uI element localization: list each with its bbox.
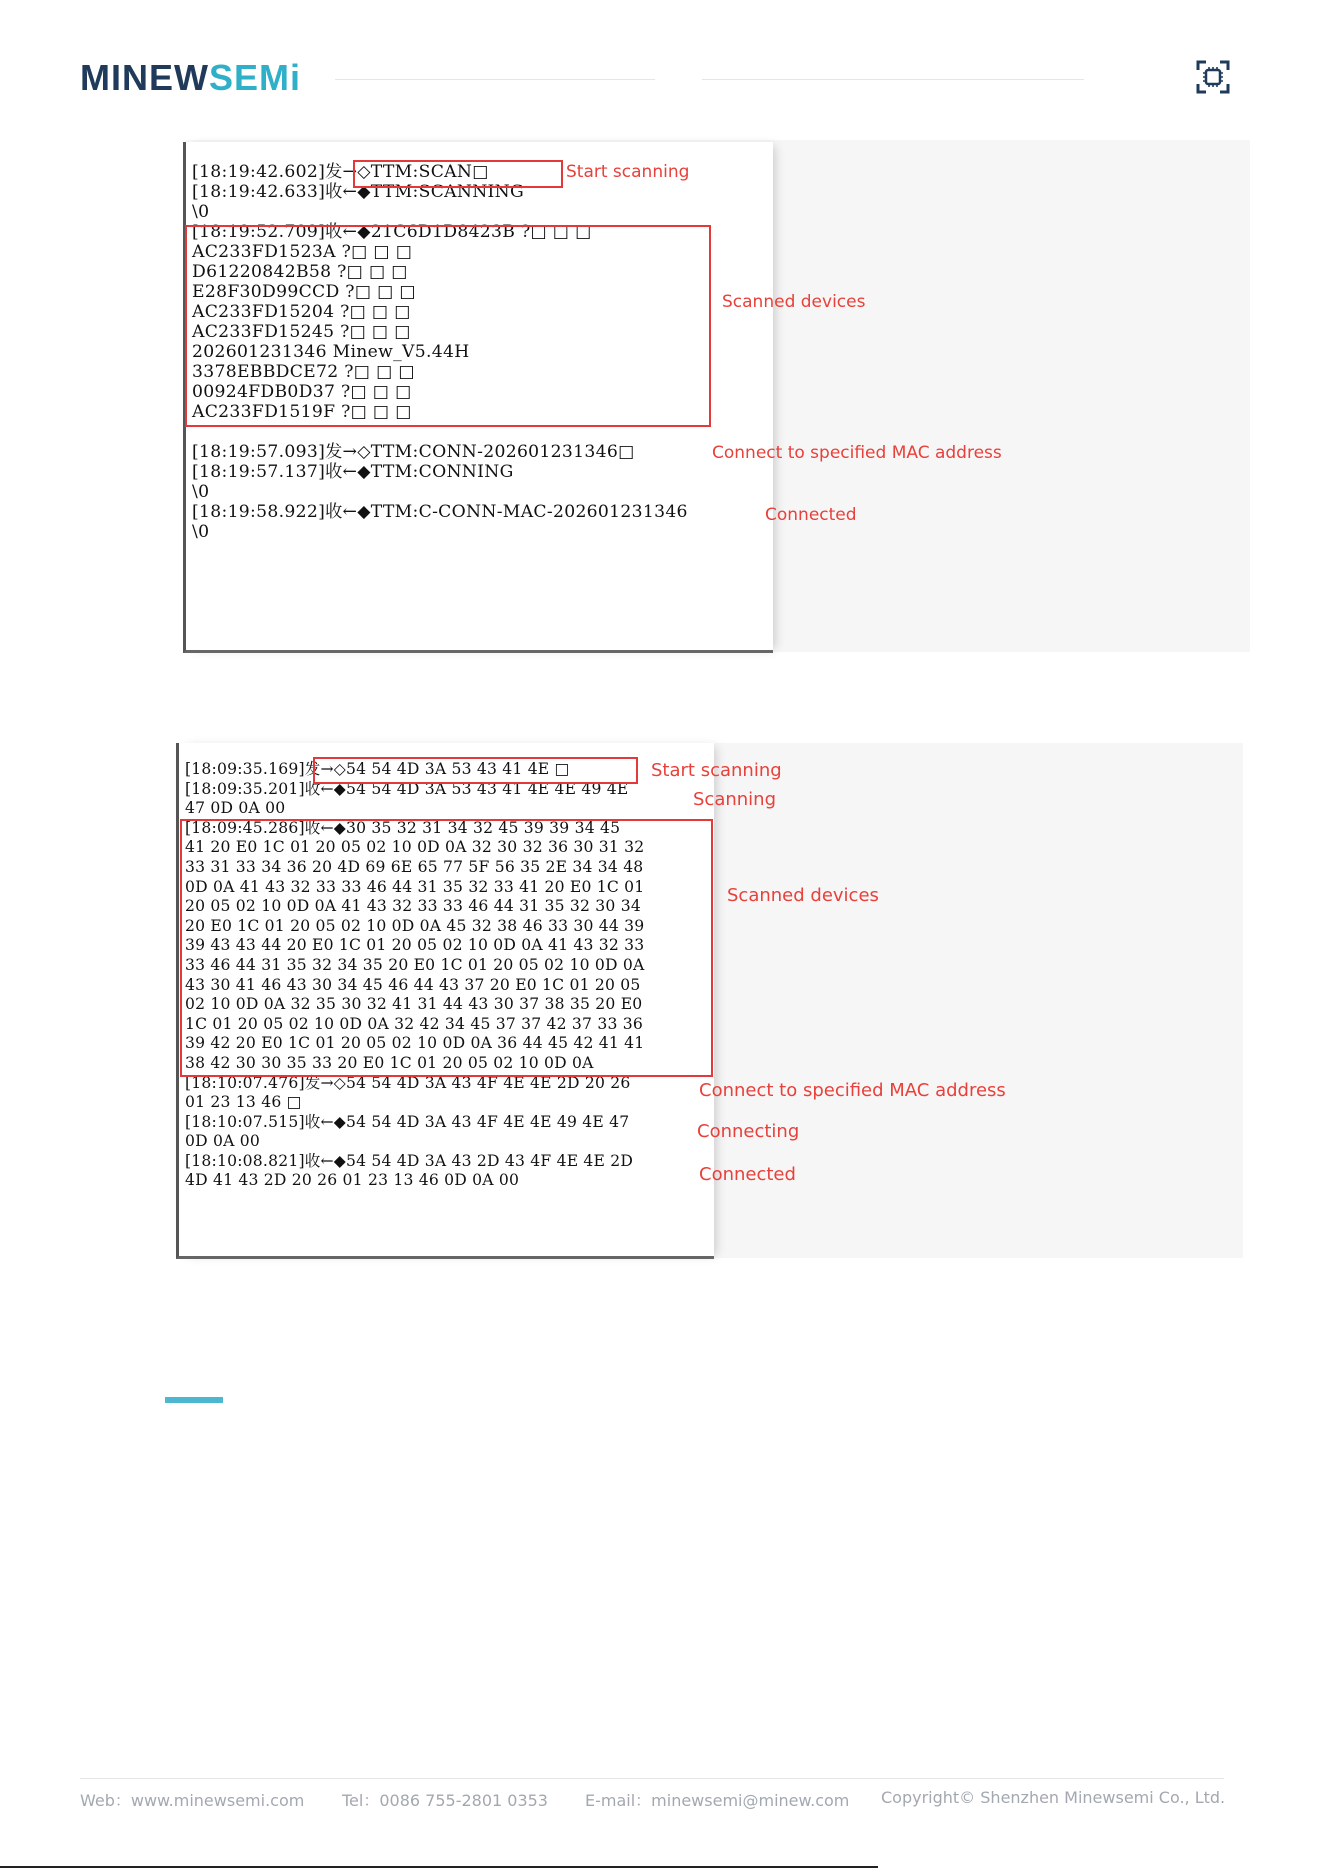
terminal-line: [18:19:57.093]发→◇TTM:CONN-202601231346□: [192, 442, 635, 462]
terminal-line: 4D 41 43 2D 20 26 01 23 13 46 0D 0A 00: [185, 1171, 520, 1190]
terminal-line: [18:19:52.709]收←◆21C6D1D8423B ?□ □ □: [192, 222, 592, 242]
terminal-line: AC233FD15204 ?□ □ □: [192, 302, 411, 322]
terminal-line: 3378EBBDCE72 ?□ □ □: [192, 362, 415, 382]
figure1-start-box: [353, 160, 563, 188]
terminal-line: [18:19:57.137]收←◆TTM:CONNING: [192, 462, 514, 482]
terminal-line: [18:10:07.515]收←◆54 54 4D 3A 43 4F 4E 4E 49 4E 47: [185, 1112, 630, 1131]
terminal-line: \0: [192, 482, 210, 502]
terminal-line: [18:10:07.476]发→◇54 54 4D 3A 43 4F 4E 4E 2D 20 26: [185, 1073, 631, 1092]
terminal-line: D61220842B58 ?□ □ □: [192, 262, 408, 282]
terminal-line: \0: [192, 522, 210, 542]
terminal-line: 33 31 33 34 36 20 4D 69 6E 65 77 5F 56 35 2E 34 34 48: [185, 857, 644, 876]
terminal-line: [18:19:58.922]收←◆TTM:C-CONN-MAC-202601231346: [192, 502, 688, 522]
figure2-annotation-start: Start scanning: [651, 760, 782, 781]
terminal-line: AC233FD1523A ?□ □ □: [192, 242, 413, 262]
terminal-line: AC233FD15245 ?□ □ □: [192, 322, 411, 342]
chip-frame-icon: [1196, 60, 1230, 94]
figure2-devices-box: [180, 819, 713, 1077]
terminal-line: E28F30D99CCD ?□ □ □: [192, 282, 416, 302]
figure1-annotation-connect: Connect to specified MAC address: [712, 443, 1002, 463]
terminal-line: 39 43 43 44 20 E0 1C 01 20 05 02 10 0D 0A 41 43 32 33: [185, 936, 645, 955]
terminal-line: [18:19:42.602]发→◇TTM:SCAN□: [192, 162, 489, 182]
terminal-line: 1C 01 20 05 02 10 0D 0A 32 42 34 45 37 37 42 37 33 36: [185, 1014, 643, 1033]
figure2-start-box: [313, 757, 638, 784]
section-accent-bar: [165, 1397, 223, 1403]
figure2-annotation-scanning: Scanning: [693, 789, 777, 810]
figure1-devices-box: [185, 225, 711, 427]
footer-tel: Tel：0086 755-2801 0353: [342, 1791, 548, 1810]
terminal-line: 202601231346 Minew_V5.44H: [192, 342, 470, 362]
terminal-line: 01 23 13 46 □: [185, 1093, 302, 1112]
company-logo: MINEWSEMi: [80, 57, 301, 98]
figure2-annotation-scanned: Scanned devices: [727, 885, 879, 906]
terminal-line: 41 20 E0 1C 01 20 05 02 10 0D 0A 32 30 32 36 30 31 32: [185, 838, 645, 857]
header-divider-left: [335, 79, 655, 80]
figure2-annotation-connect: Connect to specified MAC address: [699, 1080, 1006, 1101]
terminal-line: [18:09:45.286]收←◆30 35 32 31 34 32 45 39 39 34 45: [185, 818, 621, 837]
footer-copyright: Copyright© Shenzhen Minewsemi Co., Ltd.: [881, 1788, 1226, 1807]
terminal-line: [18:19:42.633]收←◆TTM:SCANNING: [192, 182, 524, 202]
footer-web: Web：www.minewsemi.com: [80, 1791, 305, 1810]
terminal-line: 43 30 41 46 43 30 34 45 46 44 43 37 20 E0 1C 01 20 05: [185, 975, 641, 994]
terminal-line: [18:09:35.169]发→◇54 54 4D 3A 53 43 41 4E □: [185, 760, 570, 778]
terminal-line: 02 10 0D 0A 32 35 30 32 41 31 44 43 30 37 38 35 20 E0: [185, 995, 643, 1014]
terminal-line: 00924FDB0D37 ?□ □ □: [192, 382, 412, 402]
terminal-line: 39 42 20 E0 1C 01 20 05 02 10 0D 0A 36 44 45 42 41 41: [185, 1034, 645, 1053]
figure2-annotation-connected: Connected: [699, 1164, 796, 1185]
figure1-annotation-connected: Connected: [765, 505, 857, 525]
terminal-line: 33 46 44 31 35 32 34 35 20 E0 1C 01 20 05 02 10 0D 0A: [185, 955, 645, 974]
footer-divider: [80, 1778, 1224, 1779]
terminal-line: 20 E0 1C 01 20 05 02 10 0D 0A 45 32 38 46 33 30 44 39: [185, 916, 645, 935]
terminal-line: 20 05 02 10 0D 0A 41 43 32 33 33 46 44 31 35 32 30 34: [185, 897, 641, 916]
terminal-line: 0D 0A 00: [185, 1132, 260, 1151]
footer-email: E-mail：minewsemi@minew.com: [585, 1791, 850, 1810]
figure1-annotation-scanned: Scanned devices: [722, 292, 866, 312]
header-divider-right: [702, 79, 1084, 80]
figure1-annotation-start: Start scanning: [566, 162, 690, 182]
terminal-line: [18:09:35.201]收←◆54 54 4D 3A 53 43 41 4E 4E 49 4E: [185, 779, 629, 798]
terminal-line: 47 0D 0A 00: [185, 799, 286, 818]
terminal-line: 0D 0A 41 43 32 33 33 46 44 31 35 32 33 41 20 E0 1C 01: [185, 877, 645, 896]
page-bottom-rule: [0, 1866, 878, 1868]
terminal-line: AC233FD1519F ?□ □ □: [192, 402, 412, 422]
figure2-annotation-connecting: Connecting: [697, 1121, 800, 1142]
terminal-line: 38 42 30 30 35 33 20 E0 1C 01 20 05 02 10 0D 0A: [185, 1053, 594, 1072]
terminal-line: \0: [192, 202, 210, 222]
terminal-line: [18:10:08.821]收←◆54 54 4D 3A 43 2D 43 4F 4E 4E 2D: [185, 1151, 634, 1170]
